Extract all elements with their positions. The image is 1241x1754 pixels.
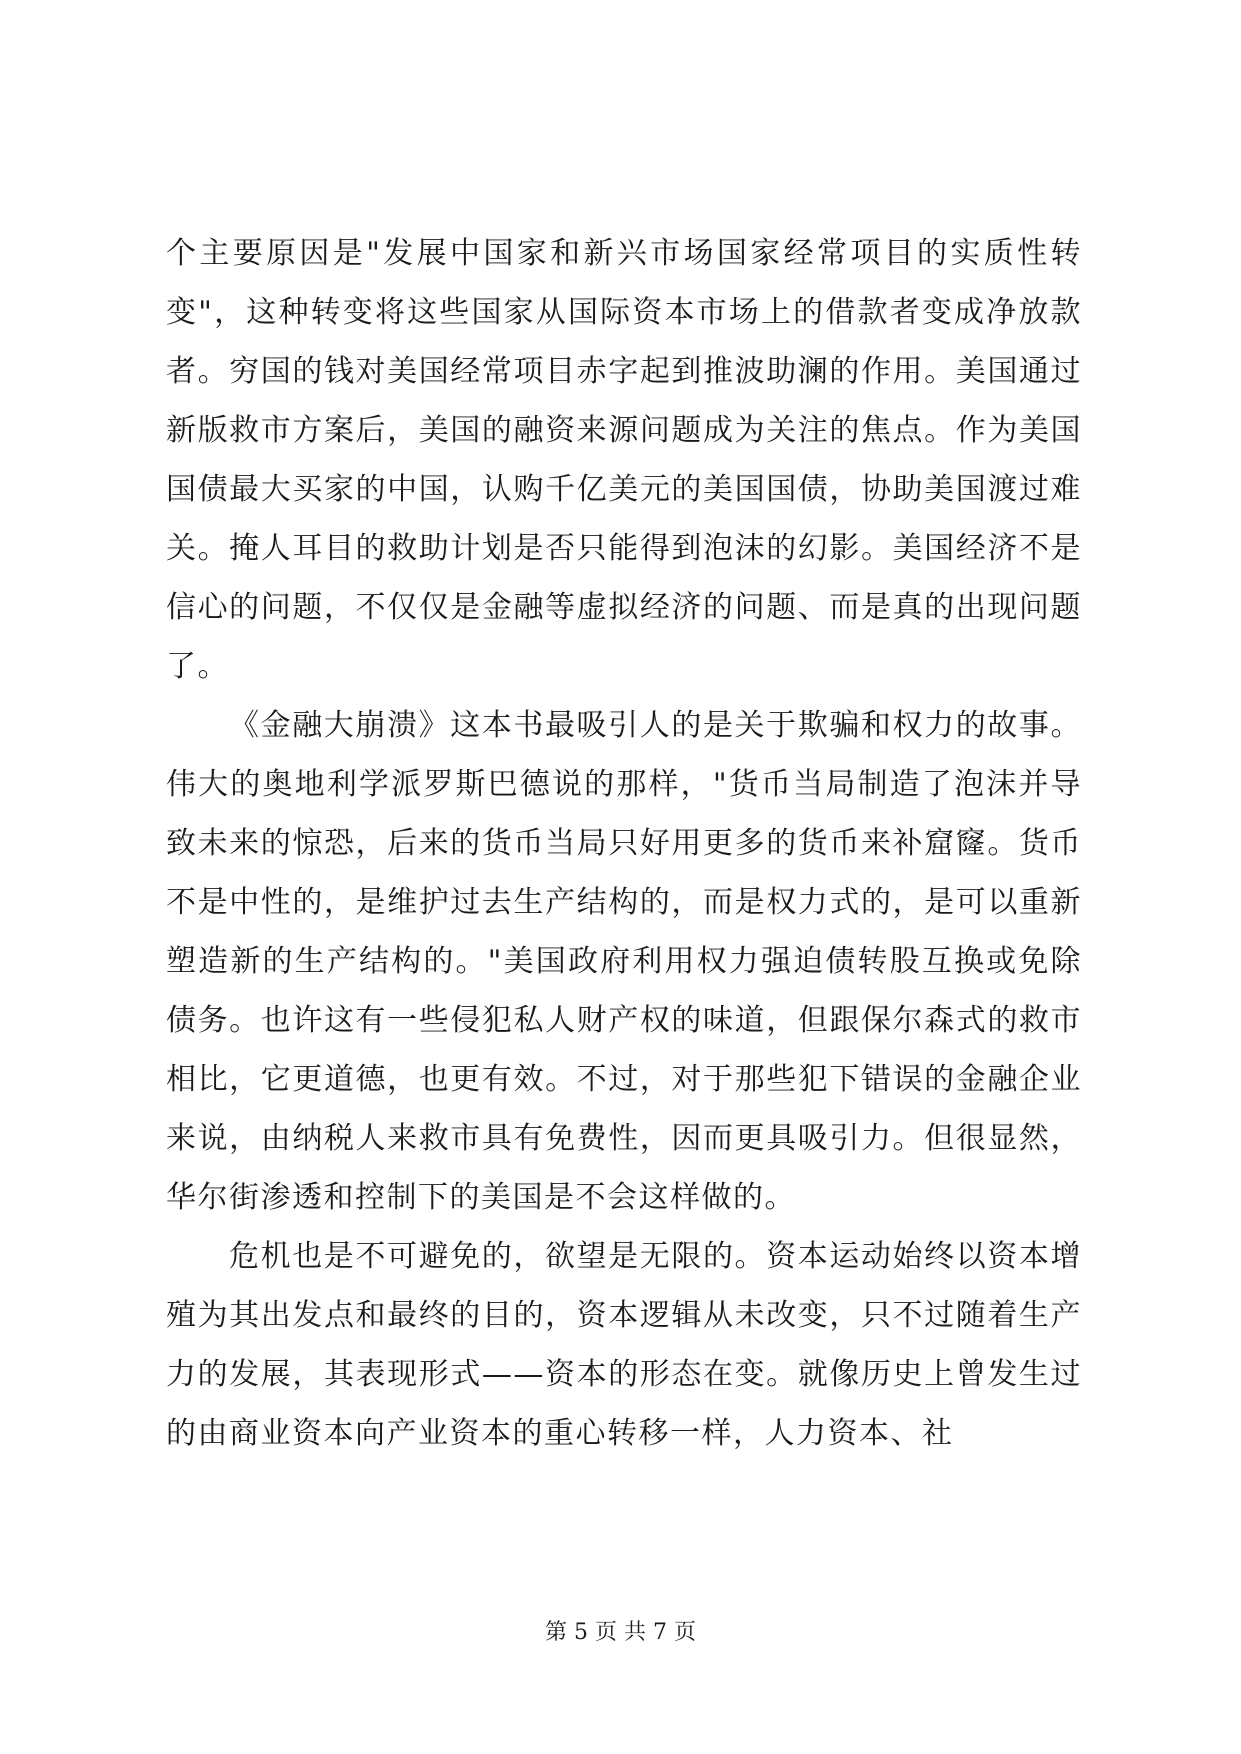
paragraph-2: 《金融大崩溃》这本书最吸引人的是关于欺骗和权力的故事。伟大的奥地利学派罗斯巴德说的那样，"货币当局制造了泡沫并导致未来的惊恐，后来的货币当局只好用更多的货币来补窟窿。货币不是中性的，是维护过去生产结构的，而是权力式的，是可以重新塑造新的生产结构的。"美国政府利用权力强迫债转股互换或免除债务。也许这有一些侵犯私人财产权的味道，但跟保尔森式的救市相比，它更道德，也更有效。不过，对于那些犯下错误的金融企业来说，由纳税人来救市具有免费性，因而更具吸引力。但很显然，华尔街渗透和控制下的美国是不会这样做的。 (166, 708, 1082, 1215)
paragraph-1: 个主要原因是"发展中国家和新兴市场国家经常项目的实质性转变"，这种转变将这些国家从国际资本市场上的借款者变成净放款者。穷国的钱对美国经常项目赤字起到推波助澜的作用。美国通过新版救市方案后，美国的融资来源问题成为关注的焦点。作为美国国债最大买家的中国，认购千亿美元的美国国债，协助美国渡过难关。掩人耳目的救助计划是否只能得到泡沫的幻影。美国经济不是信心的问题，不仅仅是金融等虚拟经济的问题、而是真的出现问题了。 (166, 236, 1082, 684)
page-footer: 第 5 页 共 7 页 (545, 1620, 696, 1645)
body-text (166, 224, 1082, 1463)
paragraph-3: 危机也是不可避免的，欲望是无限的。资本运动始终以资本增殖为其出发点和最终的目的，资本逻辑从未改变，只不过随着生产力的发展，其表现形式——资本的形态在变。就像历史上曾发生过的由商业资本向产业资本的重心转移一样，人力资本、社 (166, 1239, 1082, 1451)
